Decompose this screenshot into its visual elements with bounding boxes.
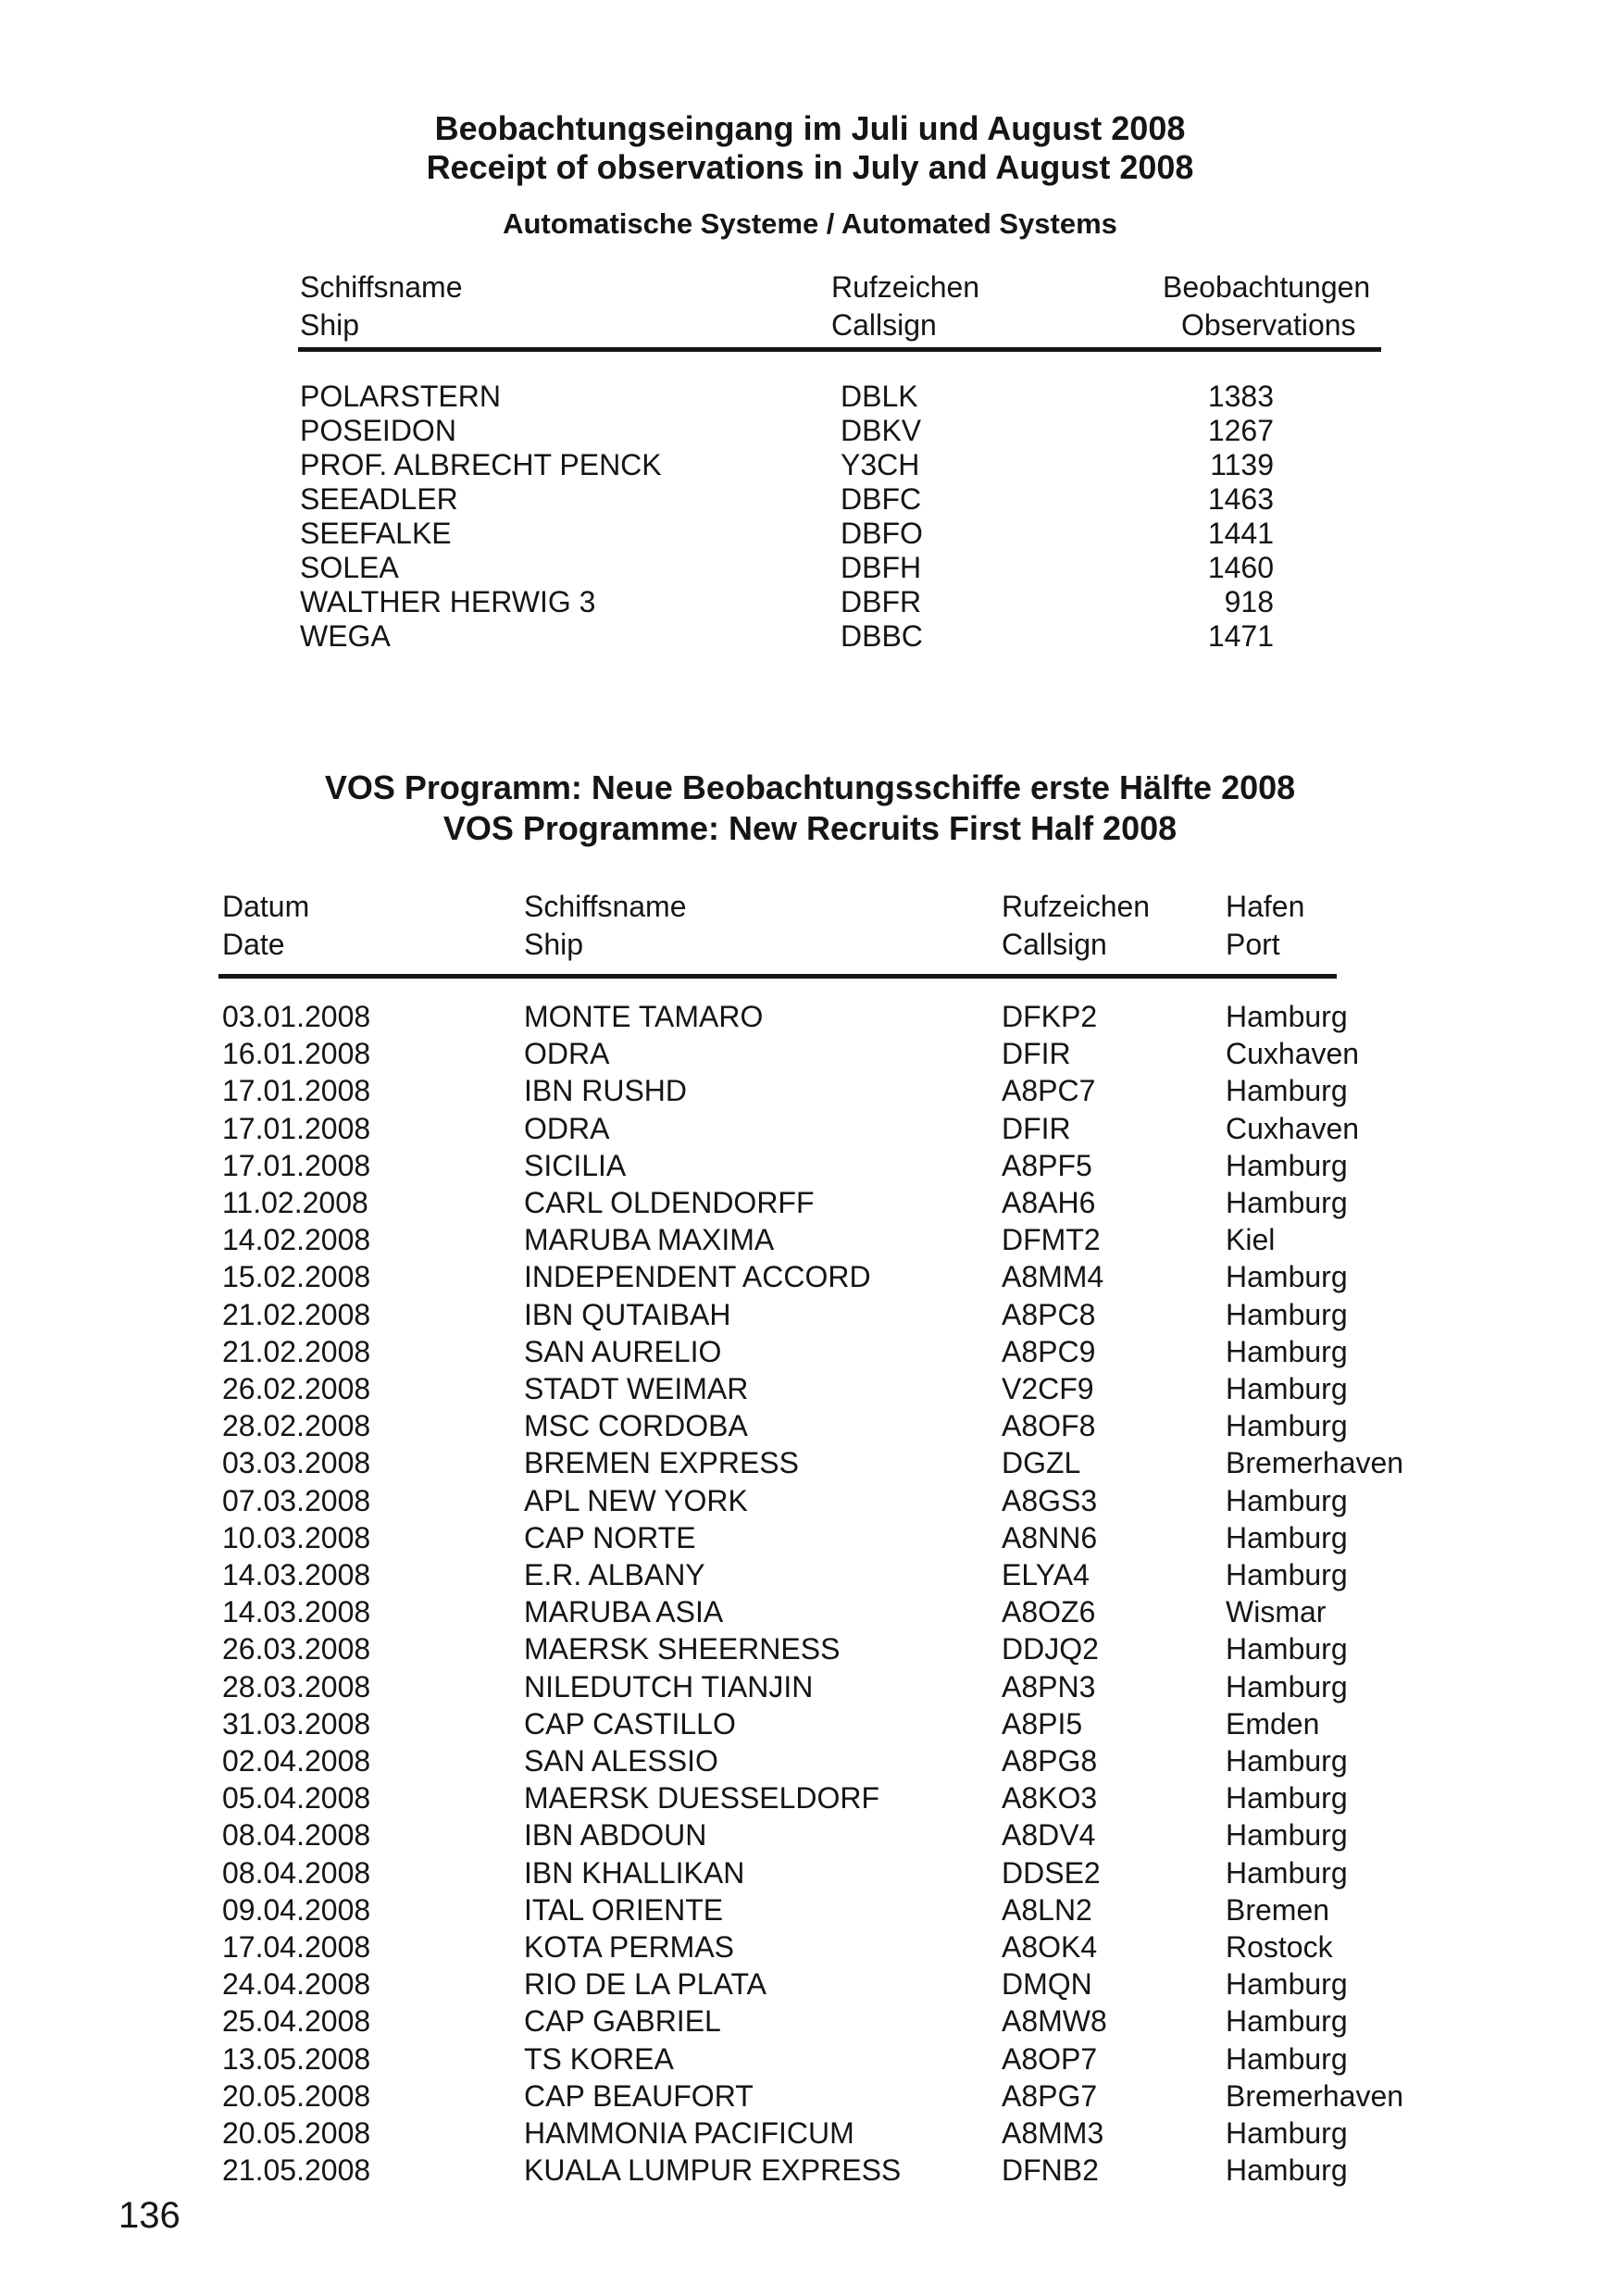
observations-cell: 1460 (1207, 551, 1274, 584)
port-cell: Hamburg (1226, 1520, 1348, 1554)
ship-name-cell: CARL OLDENDORFF (524, 1186, 815, 1219)
date-cell: 13.05.2008 (222, 2041, 371, 2076)
section2-header-rule (218, 974, 1337, 979)
ship-name-cell: POLARSTERN (300, 380, 501, 413)
ship-name-cell: MARUBA ASIA (524, 1595, 724, 1629)
callsign-cell: A8OP7 (1002, 2041, 1098, 2076)
date-cell: 31.03.2008 (222, 1706, 371, 1741)
callsign-cell: A8OZ6 (1002, 1595, 1096, 1629)
callsign-cell: A8PC8 (1002, 1297, 1096, 1331)
ship-name-cell: PROF. ALBRECHT PENCK (300, 448, 662, 481)
date-cell: 17.01.2008 (222, 1148, 371, 1182)
port-cell: Hamburg (1226, 2116, 1348, 2150)
callsign-cell: A8KO3 (1002, 1781, 1098, 1816)
header-ship2-de: Schiffsname (524, 890, 687, 923)
date-cell: 17.04.2008 (222, 1930, 371, 1964)
header-date-en: Date (222, 928, 285, 961)
date-cell: 10.03.2008 (222, 1520, 371, 1554)
date-cell: 24.04.2008 (222, 1967, 371, 2002)
date-cell: 11.02.2008 (222, 1186, 368, 1219)
ship-name-cell: ODRA (524, 1111, 610, 1145)
observations-cell: 1463 (1207, 482, 1274, 516)
callsign-cell: Y3CH (841, 448, 920, 481)
date-cell: 15.02.2008 (222, 1260, 371, 1294)
callsign-cell: A8PC9 (1002, 1334, 1096, 1368)
callsign-cell: A8PG7 (1002, 2078, 1098, 2113)
port-cell: Bremerhaven (1226, 1446, 1404, 1480)
port-cell: Hamburg (1226, 1483, 1348, 1517)
callsign-cell: A8PI5 (1002, 1706, 1083, 1741)
header-callsign-en: Callsign (831, 308, 937, 342)
callsign-cell: DBLK (841, 380, 918, 413)
callsign-cell: A8OK4 (1002, 1930, 1098, 1964)
port-cell: Hamburg (1226, 1632, 1348, 1666)
section1-header-rule (298, 347, 1381, 352)
date-cell: 21.05.2008 (222, 2153, 371, 2188)
ship-name-cell: SAN ALESSIO (524, 1744, 718, 1778)
port-cell: Hamburg (1226, 1148, 1348, 1182)
port-cell: Hamburg (1226, 1000, 1348, 1033)
ship-name-cell: ITAL ORIENTE (524, 1892, 724, 1927)
port-cell: Cuxhaven (1226, 1037, 1360, 1071)
port-cell: Hamburg (1226, 1781, 1348, 1816)
callsign-cell: A8PF5 (1002, 1148, 1092, 1182)
date-cell: 17.01.2008 (222, 1111, 371, 1145)
ship-name-cell: POSEIDON (300, 414, 456, 447)
port-cell: Hamburg (1226, 1297, 1348, 1331)
date-cell: 03.01.2008 (222, 1000, 371, 1033)
port-cell: Bremerhaven (1226, 2078, 1404, 2113)
port-cell: Kiel (1226, 1223, 1276, 1257)
ship-name-cell: CAP NORTE (524, 1520, 696, 1554)
callsign-cell: DGZL (1002, 1446, 1081, 1480)
observations-cell: 1471 (1207, 619, 1274, 653)
page-number: 136 (118, 2195, 181, 2236)
ship-name-cell: WALTHER HERWIG 3 (300, 585, 596, 618)
section1-subtitle: Automatische Systeme / Automated Systems (503, 207, 1117, 240)
callsign-cell: DMQN (1002, 1967, 1092, 2002)
header-observations-de: Beobachtungen (1163, 270, 1371, 304)
header-port-de: Hafen (1226, 890, 1305, 923)
date-cell: 02.04.2008 (222, 1744, 371, 1778)
ship-name-cell: RIO DE LA PLATA (524, 1967, 767, 2002)
callsign-cell: A8AH6 (1002, 1186, 1096, 1219)
date-cell: 20.05.2008 (222, 2078, 371, 2113)
port-cell: Hamburg (1226, 1372, 1348, 1405)
callsign-cell: DDSE2 (1002, 1855, 1101, 1890)
port-cell: Hamburg (1226, 1558, 1348, 1591)
ship-name-cell: MONTE TAMARO (524, 1000, 764, 1033)
date-cell: 14.03.2008 (222, 1595, 371, 1629)
ship-name-cell: SEEADLER (300, 482, 458, 516)
ship-name-cell: NILEDUTCH TIANJIN (524, 1669, 814, 1703)
callsign-cell: A8PC7 (1002, 1074, 1096, 1108)
header-callsign2-de: Rufzeichen (1002, 890, 1151, 923)
ship-name-cell: KOTA PERMAS (524, 1930, 735, 1964)
port-cell: Hamburg (1226, 2041, 1348, 2076)
ship-name-cell: SICILIA (524, 1148, 627, 1182)
port-cell: Hamburg (1226, 1669, 1348, 1703)
date-cell: 07.03.2008 (222, 1483, 371, 1517)
callsign-cell: DBKV (841, 414, 922, 447)
date-cell: 26.03.2008 (222, 1632, 371, 1666)
date-cell: 26.02.2008 (222, 1372, 371, 1405)
date-cell: 08.04.2008 (222, 1855, 371, 1890)
section1-title-de: Beobachtungseingang im Juli und August 2008 (434, 109, 1186, 147)
date-cell: 03.03.2008 (222, 1446, 371, 1480)
ship-name-cell: MARUBA MAXIMA (524, 1223, 775, 1257)
section2-title-en: VOS Programme: New Recruits First Half 2008 (442, 809, 1178, 847)
date-cell: 14.03.2008 (222, 1558, 371, 1591)
ship-name-cell: SOLEA (300, 551, 399, 584)
port-cell: Hamburg (1226, 1409, 1348, 1443)
header-callsign2-en: Callsign (1002, 928, 1107, 961)
observations-cell: 1139 (1210, 448, 1274, 481)
ship-name-cell: TS KOREA (524, 2041, 674, 2076)
date-cell: 09.04.2008 (222, 1892, 371, 1927)
header-ship-en: Ship (300, 308, 360, 342)
date-cell: 20.05.2008 (222, 2116, 371, 2150)
callsign-cell: A8MM4 (1002, 1260, 1104, 1294)
callsign-cell: DDJQ2 (1002, 1632, 1099, 1666)
callsign-cell: DFIR (1002, 1037, 1071, 1071)
port-cell: Wismar (1226, 1595, 1327, 1629)
ship-name-cell: IBN KHALLIKAN (524, 1855, 745, 1890)
callsign-cell: DFIR (1002, 1111, 1071, 1145)
port-cell: Hamburg (1226, 1260, 1348, 1294)
callsign-cell: A8LN2 (1002, 1892, 1092, 1927)
section2-title-de: VOS Programm: Neue Beobachtungsschiffe erste Hälfte 2008 (324, 768, 1296, 806)
ship-name-cell: SAN AURELIO (524, 1334, 722, 1368)
callsign-cell: A8PN3 (1002, 1669, 1096, 1703)
port-cell: Hamburg (1226, 1818, 1348, 1853)
header-date-de: Datum (222, 890, 310, 923)
date-cell: 25.04.2008 (222, 2004, 371, 2039)
ship-name-cell: HAMMONIA PACIFICUM (524, 2116, 854, 2150)
callsign-cell: DBBC (841, 619, 923, 653)
port-cell: Hamburg (1226, 1967, 1348, 2002)
callsign-cell: V2CF9 (1002, 1372, 1094, 1405)
date-cell: 17.01.2008 (222, 1074, 371, 1108)
header-ship-de: Schiffsname (300, 270, 463, 304)
date-cell: 08.04.2008 (222, 1818, 371, 1853)
observations-cell: 1383 (1207, 380, 1274, 413)
port-cell: Bremen (1226, 1892, 1330, 1927)
port-cell: Hamburg (1226, 1744, 1348, 1778)
ship-name-cell: SEEFALKE (300, 517, 452, 550)
header-port-en: Port (1226, 928, 1280, 961)
callsign-cell: A8MW8 (1002, 2004, 1107, 2039)
port-cell: Hamburg (1226, 1186, 1348, 1219)
callsign-cell: A8NN6 (1002, 1520, 1098, 1554)
callsign-cell: DFKP2 (1002, 1000, 1098, 1033)
port-cell: Emden (1226, 1706, 1320, 1741)
header-ship2-en: Ship (524, 928, 584, 961)
port-cell: Rostock (1226, 1930, 1333, 1964)
ship-name-cell: INDEPENDENT ACCORD (524, 1260, 871, 1294)
date-cell: 28.03.2008 (222, 1669, 371, 1703)
callsign-cell: A8DV4 (1002, 1818, 1096, 1853)
ship-name-cell: APL NEW YORK (524, 1483, 748, 1517)
date-cell: 21.02.2008 (222, 1334, 371, 1368)
port-cell: Hamburg (1226, 1074, 1348, 1108)
observations-cell: 918 (1224, 585, 1274, 618)
port-cell: Cuxhaven (1226, 1111, 1360, 1145)
ship-name-cell: IBN RUSHD (524, 1074, 688, 1108)
ship-name-cell: CAP BEAUFORT (524, 2078, 754, 2113)
callsign-cell: DBFR (841, 585, 922, 618)
ship-name-cell: MAERSK DUESSELDORF (524, 1781, 880, 1816)
header-observations-en: Observations (1181, 308, 1356, 342)
observations-cell: 1441 (1207, 517, 1274, 550)
ship-name-cell: CAP CASTILLO (524, 1706, 736, 1741)
observations-cell: 1267 (1207, 414, 1274, 447)
ship-name-cell: STADT WEIMAR (524, 1372, 749, 1405)
header-callsign-de: Rufzeichen (831, 270, 980, 304)
callsign-cell: A8GS3 (1002, 1483, 1098, 1517)
port-cell: Hamburg (1226, 1334, 1348, 1368)
ship-name-cell: CAP GABRIEL (524, 2004, 721, 2039)
callsign-cell: DBFO (841, 517, 923, 550)
callsign-cell: ELYA4 (1002, 1558, 1090, 1591)
ship-name-cell: IBN ABDOUN (524, 1818, 707, 1853)
callsign-cell: DBFC (841, 482, 922, 516)
date-cell: 21.02.2008 (222, 1297, 371, 1331)
ship-name-cell: IBN QUTAIBAH (524, 1297, 731, 1331)
ship-name-cell: KUALA LUMPUR EXPRESS (524, 2153, 902, 2188)
date-cell: 05.04.2008 (222, 1781, 371, 1816)
section1-title-en: Receipt of observations in July and August 2008 (426, 148, 1194, 186)
ship-name-cell: E.R. ALBANY (524, 1558, 705, 1591)
port-cell: Hamburg (1226, 2153, 1348, 2188)
ship-name-cell: BREMEN EXPRESS (524, 1446, 799, 1480)
ship-name-cell: MAERSK SHEERNESS (524, 1632, 841, 1666)
callsign-cell: A8MM3 (1002, 2116, 1104, 2150)
callsign-cell: A8PG8 (1002, 1744, 1098, 1778)
date-cell: 28.02.2008 (222, 1409, 371, 1443)
callsign-cell: DFNB2 (1002, 2153, 1099, 2188)
ship-name-cell: MSC CORDOBA (524, 1409, 748, 1443)
callsign-cell: A8OF8 (1002, 1409, 1096, 1443)
ship-name-cell: WEGA (300, 619, 391, 653)
date-cell: 16.01.2008 (222, 1037, 371, 1071)
date-cell: 14.02.2008 (222, 1223, 371, 1257)
ship-name-cell: ODRA (524, 1037, 610, 1071)
callsign-cell: DFMT2 (1002, 1223, 1101, 1257)
callsign-cell: DBFH (841, 551, 922, 584)
port-cell: Hamburg (1226, 2004, 1348, 2039)
port-cell: Hamburg (1226, 1855, 1348, 1890)
